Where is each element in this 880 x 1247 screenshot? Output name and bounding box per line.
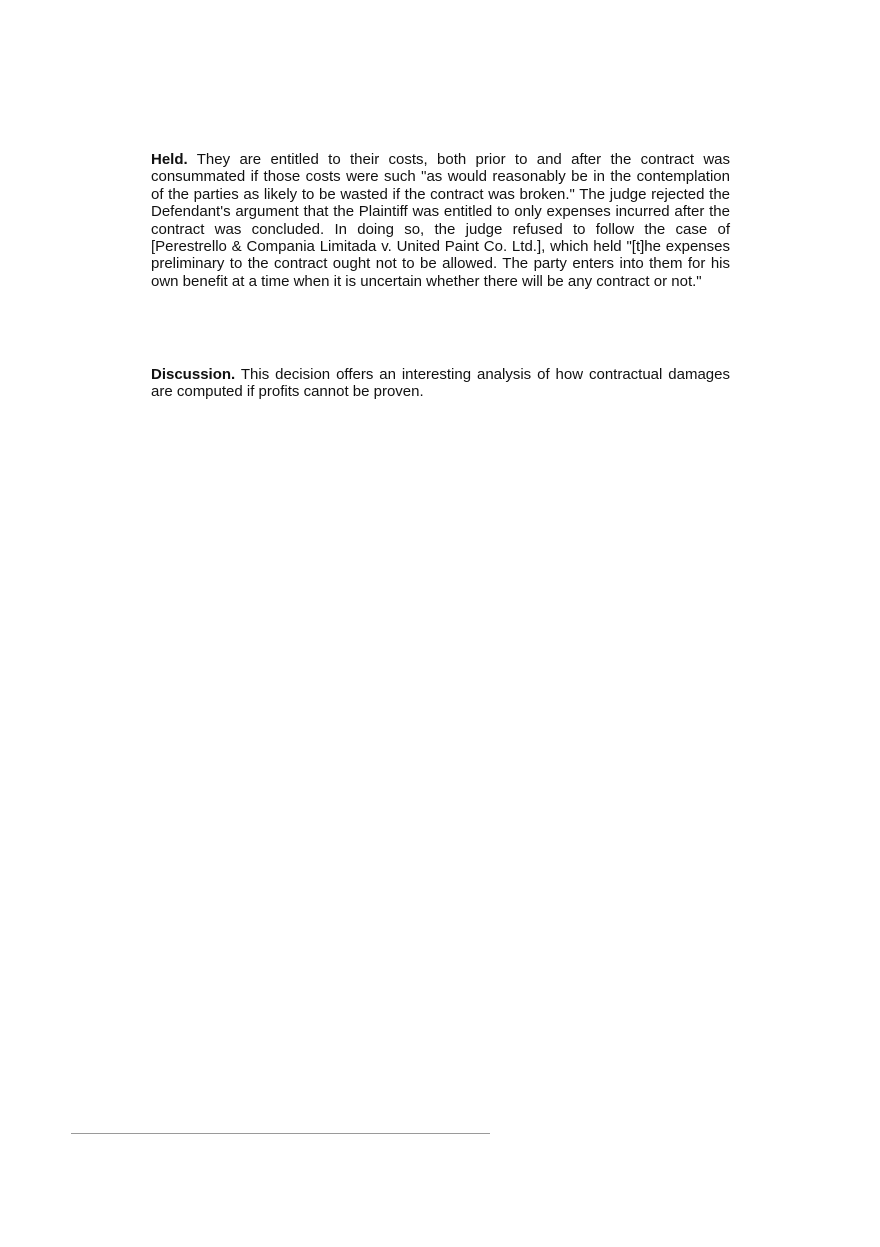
held-text: They are entitled to their costs, both prior to and after the contract was consummated if those costs were such "as would reasonably be in the contemplation of the parties as likely to be wasted if the contract was broken." The judge rejected the Defendant's argument that the Plaintiff was entitled to only expenses incurred after the contract was concluded. In doing so, the judge refused to follow the case of [Perestrello & Compania Limitada v. United Paint Co. Ltd.], which held "[t]he expenses preliminary to the contract ought not to be allowed. The party enters into them for his own benefit at a time when it is uncertain whether there will be any contract or not."	[151, 151, 731, 290]
held-label: Held.	[151, 151, 188, 168]
discussion-label: Discussion.	[151, 366, 236, 383]
held-paragraph	[151, 151, 730, 290]
discussion-text: This decision offers an interesting analysis of how contractual damages are computed if profits cannot be proven.	[151, 366, 730, 401]
footnote-separator	[71, 1133, 490, 1134]
discussion-paragraph	[151, 366, 730, 401]
